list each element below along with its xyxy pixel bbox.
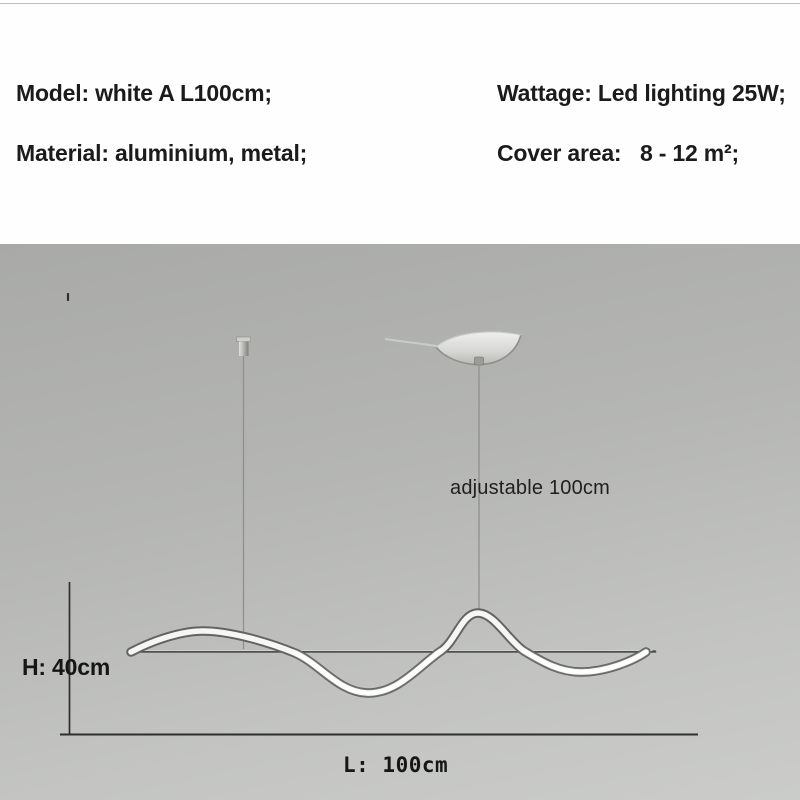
spec-material: Material: aluminium, metal; xyxy=(16,140,308,166)
ceiling-shadow-line xyxy=(385,339,437,346)
height-dimension-label: H: 40cm xyxy=(22,654,111,680)
length-dimension-label: L: 100cm xyxy=(343,753,449,777)
spec-model: Model: white A L100cm; xyxy=(16,80,272,106)
spec-cover-area: Cover area: 8 - 12 m²; xyxy=(497,140,739,166)
wave-ribbon-glow xyxy=(295,651,646,693)
adjustable-height-label: adjustable 100cm xyxy=(450,477,610,499)
spec-wattage: Wattage: Led lighting 25W; xyxy=(497,80,786,106)
canopy-cord-connector xyxy=(475,357,484,365)
wave-ribbon-led xyxy=(131,613,646,693)
left-fitting-body xyxy=(239,342,249,357)
left-fitting-cap xyxy=(237,337,251,342)
wave-ribbon-outline xyxy=(131,613,646,693)
